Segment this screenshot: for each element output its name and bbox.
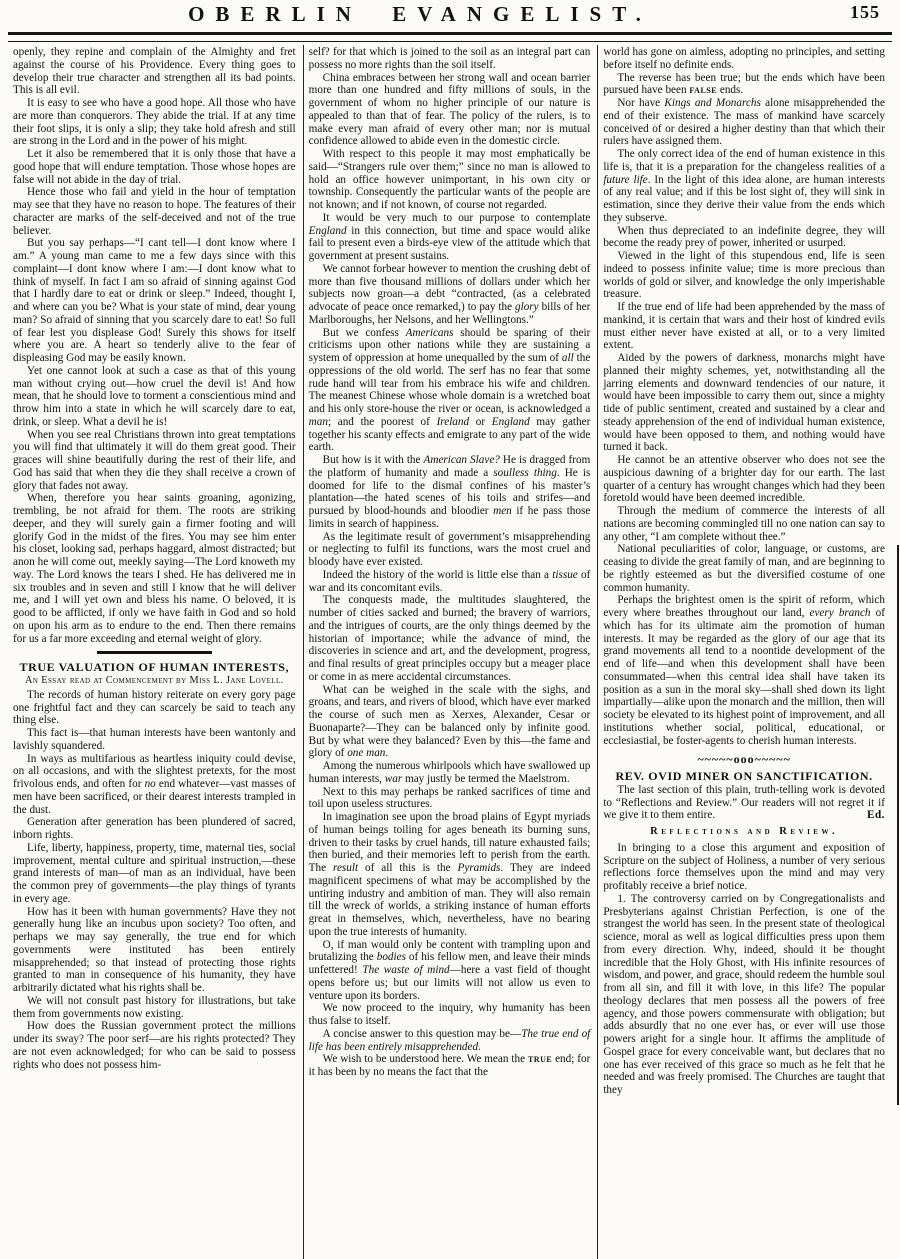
- paragraph: It would be very much to our purpose to contemplate England in this connection, but time and space would alike fail to present even a birds-eye view of the attitude which that government at present sustains.: [308, 211, 591, 262]
- paragraph: How has it been with human governments? Have they not generally hung like an incubus upon society? Too often, and perhaps we may say generally, the true end for which governments were instituted has been entirely misapprehended; so that instead of protecting those rights granted to man in consequence of his humanity, they have arbitrarily dictated what his rights shall be.: [13, 905, 296, 994]
- paragraph: We now proceed to the inquiry, why humanity has been thus false to itself.: [308, 1002, 591, 1027]
- column-3: [597, 45, 892, 1259]
- article-heading: TRUE VALUATION OF HUMAN INTERESTS,: [19, 660, 290, 675]
- newspaper-title: OBERLIN EVANGELIST.: [188, 2, 652, 26]
- paragraph: When, therefore you hear saints groaning, agonizing, trembling, be not afraid for them. The roots are striking deeper, and they will surely gain a firmer footing and will glorify God in the midst of the fires. You may see him enter his closet, looking sad, perhaps haggard, almost distracted; but anon he will come out, meekly saying—The Lord knoweth my way. The Lord knows the tears I shed. He has delivered me in six troubles and in seven and still I know that he will deliver me, and I will yet own and bless his name. O beloved, it is good to be afflicted, if only we have faith in God and so hold on upon his arm as to endure to the end. Then there remains for us a far more exceeding and eternal weight of glory.: [13, 492, 296, 645]
- paragraph: Perhaps the brightest omen is the spirit of reform, which every where breathes throughout our land, every branch of which has for its ultimate aim the promotion of human interests. It may be regarded as the glory of our age that its grand movements all tend to a noontide development of the end of life—and when this development shall have been consummated—when this central idea shall have taken its position as a sun in the moral sky—shall shed down its light impartially—alike upon the monarch and the million, then will society be elevated to its highest point of improvement, and all institutions whether social, political, educational, or ecclesiastial, be foster-agents to cherish human interests.: [603, 594, 885, 747]
- column-layout: [8, 45, 892, 1259]
- paragraph: We wish to be understood here. We mean the true end; for it has been by no means the fact that the: [308, 1053, 591, 1078]
- paragraph: self? for that which is joined to the soil as an integral part can possess no more rights than the soil itself.: [308, 46, 591, 71]
- paragraph: In bringing to a close this argument and exposition of Scripture on the subject of Holiness, a number of very serious reflections force themselves upon the mind and may very profitably receive a brief notice.: [603, 841, 885, 892]
- masthead-double-rule: [8, 32, 892, 42]
- paragraph: When you see real Christians thrown into great temptations you will find that ultimately it will do them great good. Their graces will shine beautifully during the rest of their life, and God has said that when they die they shall receive a crown of glory that fades not away.: [13, 428, 296, 492]
- paragraph: But how is it with the American Slave? He is dragged from the platform of humanity and made a soulless thing. He is doomed for life to the dismal confines of his master’s plantation—the hated scenes of his toils and strifes—and pursued by blood-hounds and bloodier men if he pass those limits in search of happiness.: [308, 454, 591, 530]
- paragraph: As the legitimate result of government’s misapprehending or neglecting to fulfil its functions, wars the most cruel and bloody have ever existed.: [308, 530, 591, 568]
- paragraph: It is easy to see who have a good hope. All those who have are more than conquerors. They abide the trial. If at any time their foot slips, it is only a slip; they take hold afresh and still are strong in the Lord and in the power of his might.: [13, 97, 296, 148]
- paragraph: How does the Russian government protect the millions under its sway? The poor serf—are his rights protected? They are not even acknowledged; for who can be said to possess rights who does not possess him-: [13, 1020, 296, 1071]
- section-divider-rule: [97, 651, 212, 654]
- paragraph: We cannot forbear however to mention the crushing debt of more than five thousand millions of dollars under which her subjects now groan—a debt “contracted, (as a celebrated advocate of peace once remarked,) to pay the glory bills of her Marlboroughs, her Nelsons, and her Wellingtons.”: [308, 262, 591, 326]
- editor-signature: Ed.: [866, 809, 885, 822]
- paragraph: He cannot be an attentive observer who does not see the auspicious dawning of a brighter day for our earth. The last quarter of a century has wrought changes which had they been foretold would have been deemed incredible.: [603, 454, 885, 505]
- paragraph: The conquests made, the multitudes slaughtered, the number of cities sacked and burned; the bravery of warriors, and the intrigues of courts, are the only things deemed by the historian of importance; while the advance of mind, the discoveries in science and art, and the development, progress, and final results of great principles occupy but a meager place or come in as mere accidental circumstances.: [308, 594, 591, 683]
- paragraph: We will not consult past history for illustrations, but take them from governments now existing.: [13, 994, 296, 1020]
- paragraph: When thus depreciated to an indefinite degree, they will become the ready prey of power, inherited or usurped.: [603, 224, 885, 250]
- paragraph: Viewed in the light of this stupendous end, life is seen indeed to possess infinite value; time is more precious than worlds of gold or silver, and knowledge the only imperishable treasure.: [603, 250, 885, 301]
- column-1: [8, 45, 303, 1259]
- paragraph: Next to this may perhaps be ranked sacrifices of time and toil upon useless structures.: [308, 785, 591, 811]
- paragraph: Let it also be remembered that it is only those that have a good hope that will endure temptation. Those whose hopes are false will not abide in the day of trial.: [13, 148, 296, 186]
- paragraph: 1. The controversy carried on by Congregationalists and Presbyterians against Christian Perfection, is one of the strangest the world has seen. In the present state of theological science, moral as well as logical difficulties press upon them from every direction. Why, indeed, should it be thought incredible that the Holy Ghost, with His infinite resources of wisdom, and power, and grace, should redeem the humble soul from all sin, and fill it with love, in this life? The popular theology declares that men possess all the powers of free agency, and those powers commensurate with obligation; but adds absurdly that no one ever has, or ever will use those powers aright for a single hour. It affirms the amplitude of Gospel grace for every conceivable want, but declares that no one has ever received of this grace so much as he felt that he needed and was freely promised. The Churches are taught that they: [603, 892, 885, 1096]
- paragraph: The records of human history reiterate on every gory page one frightful fact and they can scarcely be said to teach any thing else.: [13, 688, 296, 727]
- ornamental-divider: ~~~~~ooo~~~~~: [697, 752, 791, 767]
- paragraph: The reverse has been true; but the ends which have been pursued have been false ends.: [603, 71, 885, 97]
- paragraph: In ways as multifarious as heartless iniquity could devise, on all occasions, and with the slightest pretexts, for the most frivolous ends, and often for no end whatever—vast masses of men have been sacrificed, or their dearest interests trampled in the dust.: [13, 752, 296, 816]
- paragraph: But we confess Americans should be sparing of their criticisms upon other nations while they are sustaining a system of oppression at home unequalled by the sum of all the oppressions of the old world. The serf has no fear that some rude hand will tear from his embrace his wife and children. The meanest Chinese whose whole domain is a wretched boat and his only store-house the river or ocean, is acknowledged a man; and the poorest of Ireland or England may gather together his scanty effects and emigrate to any part of the wide earth.: [308, 326, 591, 454]
- paragraph: Aided by the powers of darkness, monarchs might have planned their mighty schemes, yet, notwithstanding all the jarring elements and downward tendencies of our nature, it would have been impossible to carry them out, since a mighty tide of public sentiment, created and sustained by a clear and steady apprehension of the end of individual human existence, would have been opposed to them, and nothing would have turned it back.: [603, 352, 885, 454]
- paragraph: openly, they repine and complain of the Almighty and fret against the course of his Providence. Every thing goes to develop their true character and strengthen all its bad points. This is all evil.: [13, 46, 296, 97]
- page-number: 155: [850, 2, 880, 22]
- paragraph: Nor have Kings and Monarchs alone misapprehended the end of their existence. The mass of mankind have scarcely conceived of or desired a higher destiny than that which their rulers have assigned them.: [603, 97, 885, 148]
- article-subheading: Reflections and Review.: [650, 826, 839, 837]
- paragraph: The only correct idea of the end of human existence in this life is, that it is a preparation for the changeless realities of a future life. In the light of this idea alone, are human interests of any real value; and if this be lost sight of, they will sink in estimation, since they derive their value from the ends which they subserve.: [603, 148, 885, 224]
- paragraph: world has gone on aimless, adopting no principles, and setting before itself no definite ends.: [603, 46, 885, 71]
- paragraph: What can be weighed in the scale with the sighs, and groans, and tears, and rivers of blood, which have ever marked the course of such men as Xerxes, Alexander, Cesar or Buonaparte?—They can be balanced only by infinite good. But by what were they balanced? Even by this—the fame and glory of one man.: [308, 683, 591, 760]
- scan-edge-artifact: [897, 545, 900, 1105]
- paragraph: Indeed the history of the world is little else than a tissue of war and its concomitant evils.: [308, 568, 591, 594]
- paragraph: But you say perhaps—“I cant tell—I dont know where I am.” A young man came to me a few days since with this complaint—I dont know where I am:—I dont know what to think of myself. In fact I am so afraid of sinning against God that I hardly dare to eat or drink or sleep.” Indeed, thought I, and where can you be? What is your state of mind, dear young man? So afraid of sinning that you scarcely dare to eat! So full of fear lest you displease God! Surely this shows for itself where you are. A heart so tenderly alive to the fear of displeasing God may be easily known.: [13, 237, 296, 364]
- paragraph: China embraces between her strong wall and ocean barrier more than one hundred and fifty millions of souls, in the government of whom no higher principle of our nature is appealed to than that of fear. The policy of the rulers, is to make every man afraid of every other man; nor is mutual confidence allowed to abide even in the domestic circle.: [308, 71, 591, 148]
- column-2: [303, 45, 598, 1259]
- paragraph: If the true end of life had been apprehended by the mass of mankind, it is certain that wars and their host of kindred evils must either never have existed at all, or to a very limited extent.: [603, 301, 885, 352]
- paragraph: Yet one cannot look at such a case as that of this young man without crying out—how cruel the devil is! And how mean, that he should love to torment a conscientious mind and throw him into a state in which he will scarcely dare to eat, drink, or sleep. What a devil he is!: [13, 364, 296, 428]
- paragraph: Life, liberty, happiness, property, time, maternal ties, social improvement, mental culture and spiritual instruction,—these grand interests of man—of man as an individual, have been the common prey of governments—the play things of tyrants in every age.: [13, 841, 296, 905]
- paragraph: National peculiarities of color, language, or customs, are ceasing to divide the great family of man, and are beginning to be rightly esteemed as but the diversified costume of one common humanity.: [603, 543, 885, 594]
- paragraph: Hence those who fail and yield in the hour of temptation may see that they have no reason to hope. The features of their character are marks of the self-deceived and not of the true believer.: [13, 186, 296, 237]
- paragraph: Generation after generation has been plundered of sacred, inborn rights.: [13, 816, 296, 841]
- paragraph: In imagination see upon the broad plains of Egypt myriads of human beings toiling for ages beneath its burning suns, driven to their tasks by cruel hands, till nature exhausted fails; then buried, and their memories left to perish from the earth. The result of all this is the Pyramids. They are indeed magnificent specimens of what may be accomplished by the untiring industry and ambition of man. They will also remain till the wreck of worlds, a striking instance of human efforts great in themselves, which, nevertheless, have no bearing upon the true interests of humanity.: [308, 811, 591, 938]
- article-byline: An Essay read at Commencement by Miss L. Jane Lovell.: [25, 675, 284, 686]
- masthead: [8, 2, 892, 30]
- paragraph: This fact is—that human interests have been wantonly and lavishly squandered.: [13, 727, 296, 752]
- paragraph: With respect to this people it may most emphatically be said—“Strangers rule over them;” since no man is allowed to hold an office however unimportant, in his own city or township. Consequently the particular wants of the people are not known; and if not known, of course not regarded.: [308, 148, 591, 211]
- article-heading: REV. OVID MINER ON SANCTIFICATION.: [615, 769, 873, 783]
- paragraph: The last section of this plain, truth-telling work is devoted to “Reflections and Review.” Our readers will not regret it if we give it to them entire. Ed.: [603, 783, 885, 822]
- paragraph: Through the medium of commerce the interests of all nations are becoming commingled till no one nation can say to any other, “I am complete without thee.”: [603, 505, 885, 543]
- paragraph: O, if man would only be content with trampling upon and brutalizing the bodies of his fellow men, and leave their minds unfettered! The waste of mind—here a vast field of thought opens before us; but our limits will not allow us even to venture upon its borders.: [308, 938, 591, 1002]
- paragraph: Among the numerous whirlpools which have swallowed up human interests, war may justly be termed the Maelstrom.: [308, 760, 591, 785]
- paragraph: A concise answer to this question may be—The true end of life has been entirely misapprehended.: [308, 1027, 591, 1053]
